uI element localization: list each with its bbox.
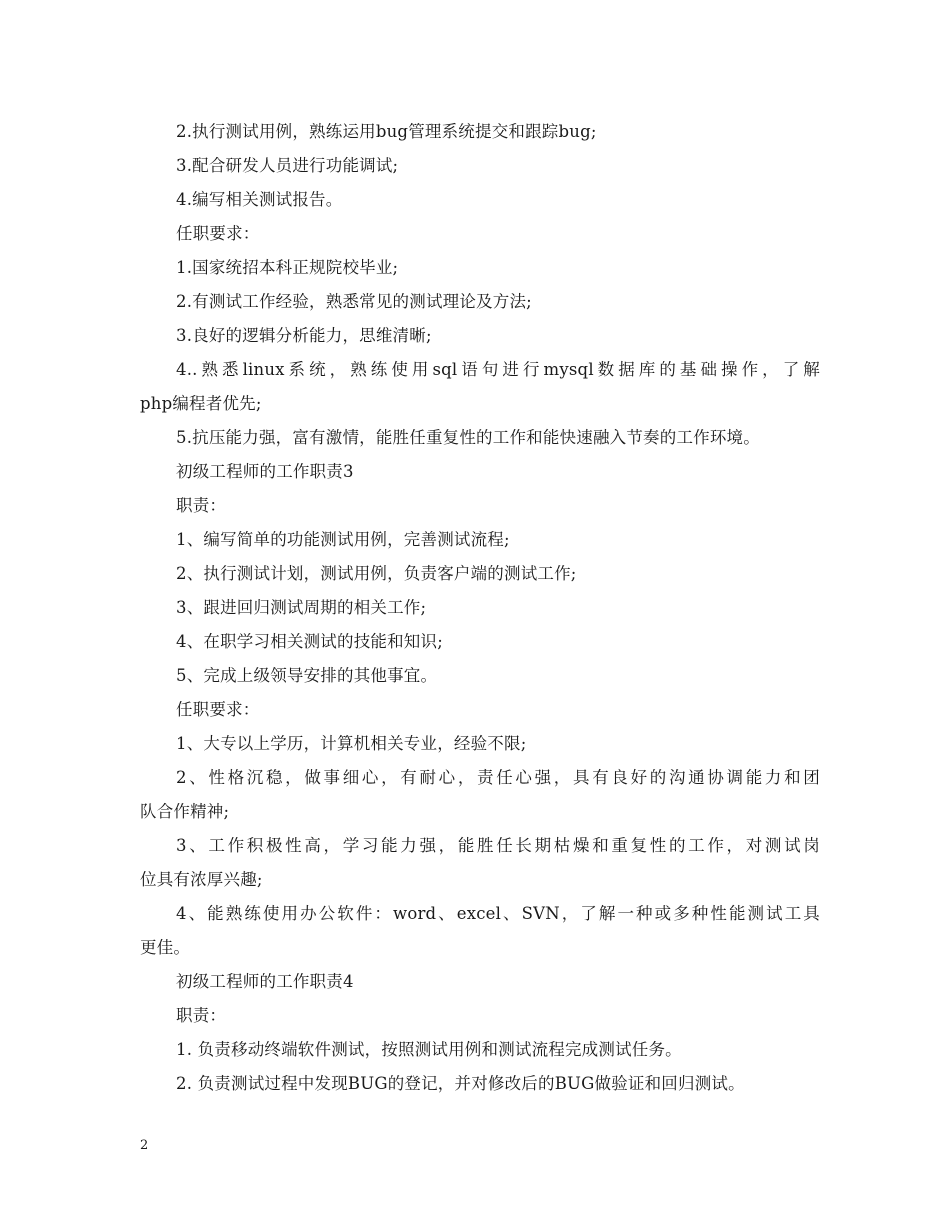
text-line: 队合作精神;	[140, 802, 230, 821]
page-number: 2	[140, 1138, 149, 1153]
text-line: 1、大专以上学历，计算机相关专业，经验不限;	[176, 734, 527, 753]
text-line: 4..熟悉linux系统，熟练使用sql语句进行mysql数据库的基础操作，了解	[176, 360, 820, 379]
text-line: 任职要求：	[176, 700, 260, 719]
text-line: 5、完成上级领导安排的其他事宜。	[176, 666, 438, 685]
text-line: 职责：	[176, 496, 227, 515]
text-line: 1. 负责移动终端软件测试，按照测试用例和测试流程完成测试任务。	[176, 1040, 682, 1059]
text-line: 2. 负责测试过程中发现BUG的登记，并对修改后的BUG做验证和回归测试。	[176, 1074, 745, 1093]
text-line: 4、能熟练使用办公软件：word、excel、SVN，了解一种或多种性能测试工具	[176, 904, 820, 923]
text-line: 初级工程师的工作职责3	[176, 462, 354, 481]
text-line: 职责：	[176, 1006, 227, 1025]
text-line: 更佳。	[140, 938, 191, 957]
text-line: 2、执行测试计划，测试用例，负责客户端的测试工作;	[176, 564, 577, 583]
text-line: 初级工程师的工作职责4	[176, 972, 354, 991]
text-line: 1、编写简单的功能测试用例，完善测试流程;	[176, 530, 510, 549]
text-line: 3、跟进回归测试周期的相关工作;	[176, 598, 427, 617]
text-line: 任职要求：	[176, 224, 260, 243]
text-line: 1.国家统招本科正规院校毕业;	[176, 258, 399, 277]
text-line: 5.抗压能力强，富有激情，能胜任重复性的工作和能快速融入节奏的工作环境。	[176, 428, 760, 447]
text-line: 2.执行测试用例，熟练运用bug管理系统提交和跟踪bug;	[176, 122, 597, 141]
text-line: 2.有测试工作经验，熟悉常见的测试理论及方法;	[176, 292, 532, 311]
text-line: 3.配合研发人员进行功能调试;	[176, 156, 399, 175]
text-line: 位具有浓厚兴趣;	[140, 870, 263, 889]
text-line: 2、性格沉稳，做事细心，有耐心，责任心强，具有良好的沟通协调能力和团	[176, 768, 820, 787]
text-line: 4、在职学习相关测试的技能和知识;	[176, 632, 443, 651]
text-line: php编程者优先;	[140, 394, 262, 413]
text-line: 3、工作积极性高，学习能力强，能胜任长期枯燥和重复性的工作，对测试岗	[176, 836, 820, 855]
document-body	[140, 115, 820, 1101]
text-line: 4.编写相关测试报告。	[176, 190, 343, 209]
text-line: 3.良好的逻辑分析能力，思维清晰;	[176, 326, 432, 345]
